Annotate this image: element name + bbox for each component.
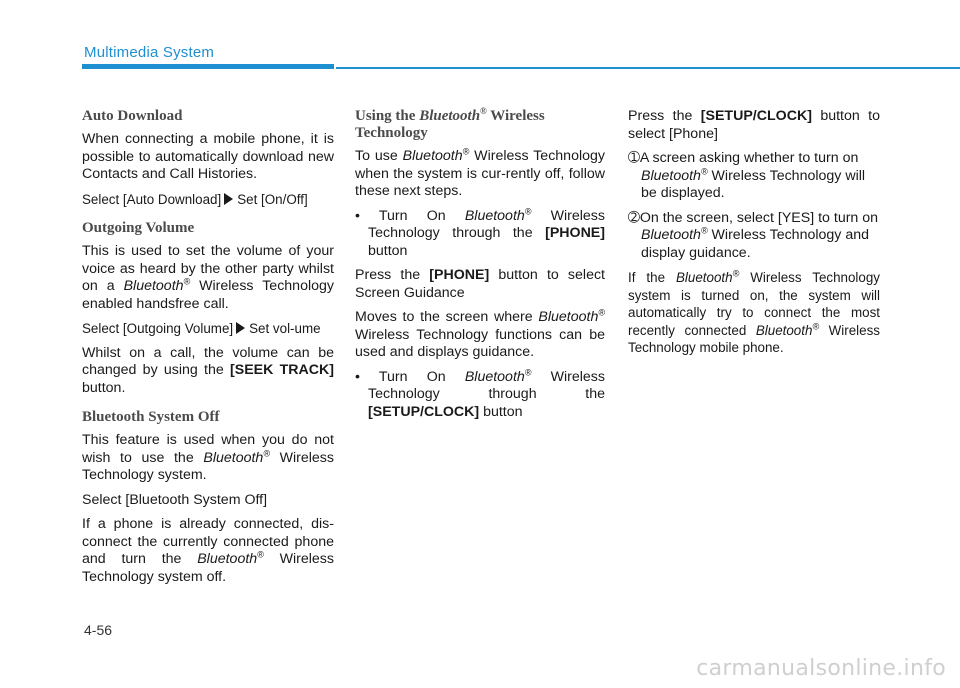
setup-clock-step: Press the [SETUP/CLOCK] button to select [Phone] xyxy=(628,108,880,142)
heading-bluetooth-system-off: Bluetooth System Off xyxy=(82,409,220,425)
auto-connect-note: If the Bluetooth® Wireless Technology system is turned on, the system will automatically try to connect the most recently connected Bluetooth® Wireless Technology mobile phone. xyxy=(628,268,881,355)
outgoing-volume-seek-note: Whilst on a call, the volume can be changed by using the [SEEK TRACK] button. xyxy=(82,344,334,396)
phone-button-step: Press the [PHONE] button to select Screen Guidance xyxy=(355,267,605,301)
header-rule-thick xyxy=(82,64,334,69)
column-left xyxy=(82,108,334,593)
arrow-right-icon xyxy=(224,193,233,205)
arrow-right-icon xyxy=(236,322,245,334)
screen-guidance-note: Moves to the screen where Bluetooth® Wireless Technology functions can be used and displays guidance. xyxy=(355,307,605,360)
heading-outgoing-volume: Outgoing Volume xyxy=(82,220,195,236)
bullet-setup-clock-button: • Turn On Bluetooth® Wireless Technology through the [SETUP/CLOCK] button xyxy=(355,366,605,420)
column-right xyxy=(628,108,880,364)
auto-download-description: When connecting a mobile phone, it is possible to automatically download new Contacts and Call Histories. xyxy=(82,131,334,182)
heading-using-bluetooth: Using the Bluetooth® Wireless Technology xyxy=(355,106,545,141)
outgoing-volume-menu-path: Select [Outgoing Volume] Set vol-ume xyxy=(82,321,321,336)
page-number: 4-56 xyxy=(84,622,113,638)
section-title: Multimedia System xyxy=(84,44,215,61)
bt-off-menu-path: Select [Bluetooth System Off] xyxy=(82,491,268,508)
bt-off-description: This feature is used when you do not wish to use the Bluetooth® Wireless Technology system. xyxy=(82,432,334,483)
heading-auto-download: Auto Download xyxy=(82,108,183,124)
step-1: ➀A screen asking whether to turn on Bluetooth® Wireless Technology will be displayed. xyxy=(628,150,866,201)
bt-off-disconnect-note: If a phone is already connected, dis-connect the currently connected phone and turn the Bluetooth® Wireless Technology system off. xyxy=(82,516,334,585)
step-2: ➁On the screen, select [YES] to turn on Bluetooth® Wireless Technology and display guidance. xyxy=(628,209,879,261)
bullet-phone-button: • Turn On Bluetooth® Wireless Technology through the [PHONE] button xyxy=(355,205,605,259)
column-middle xyxy=(355,108,605,428)
watermark: carmanualsonline.info xyxy=(696,656,946,681)
outgoing-volume-description: This is used to set the volume of your voice as heard by the other party whilst on a Bluetooth® Wireless Technology enabled handsfree call. xyxy=(82,243,334,312)
header-rule-thin xyxy=(336,67,960,69)
auto-download-menu-path: Select [Auto Download] Set [On/Off] xyxy=(82,191,308,207)
using-bt-intro: To use Bluetooth® Wireless Technology when the system is cur-rently off, follow these next steps. xyxy=(355,146,605,199)
